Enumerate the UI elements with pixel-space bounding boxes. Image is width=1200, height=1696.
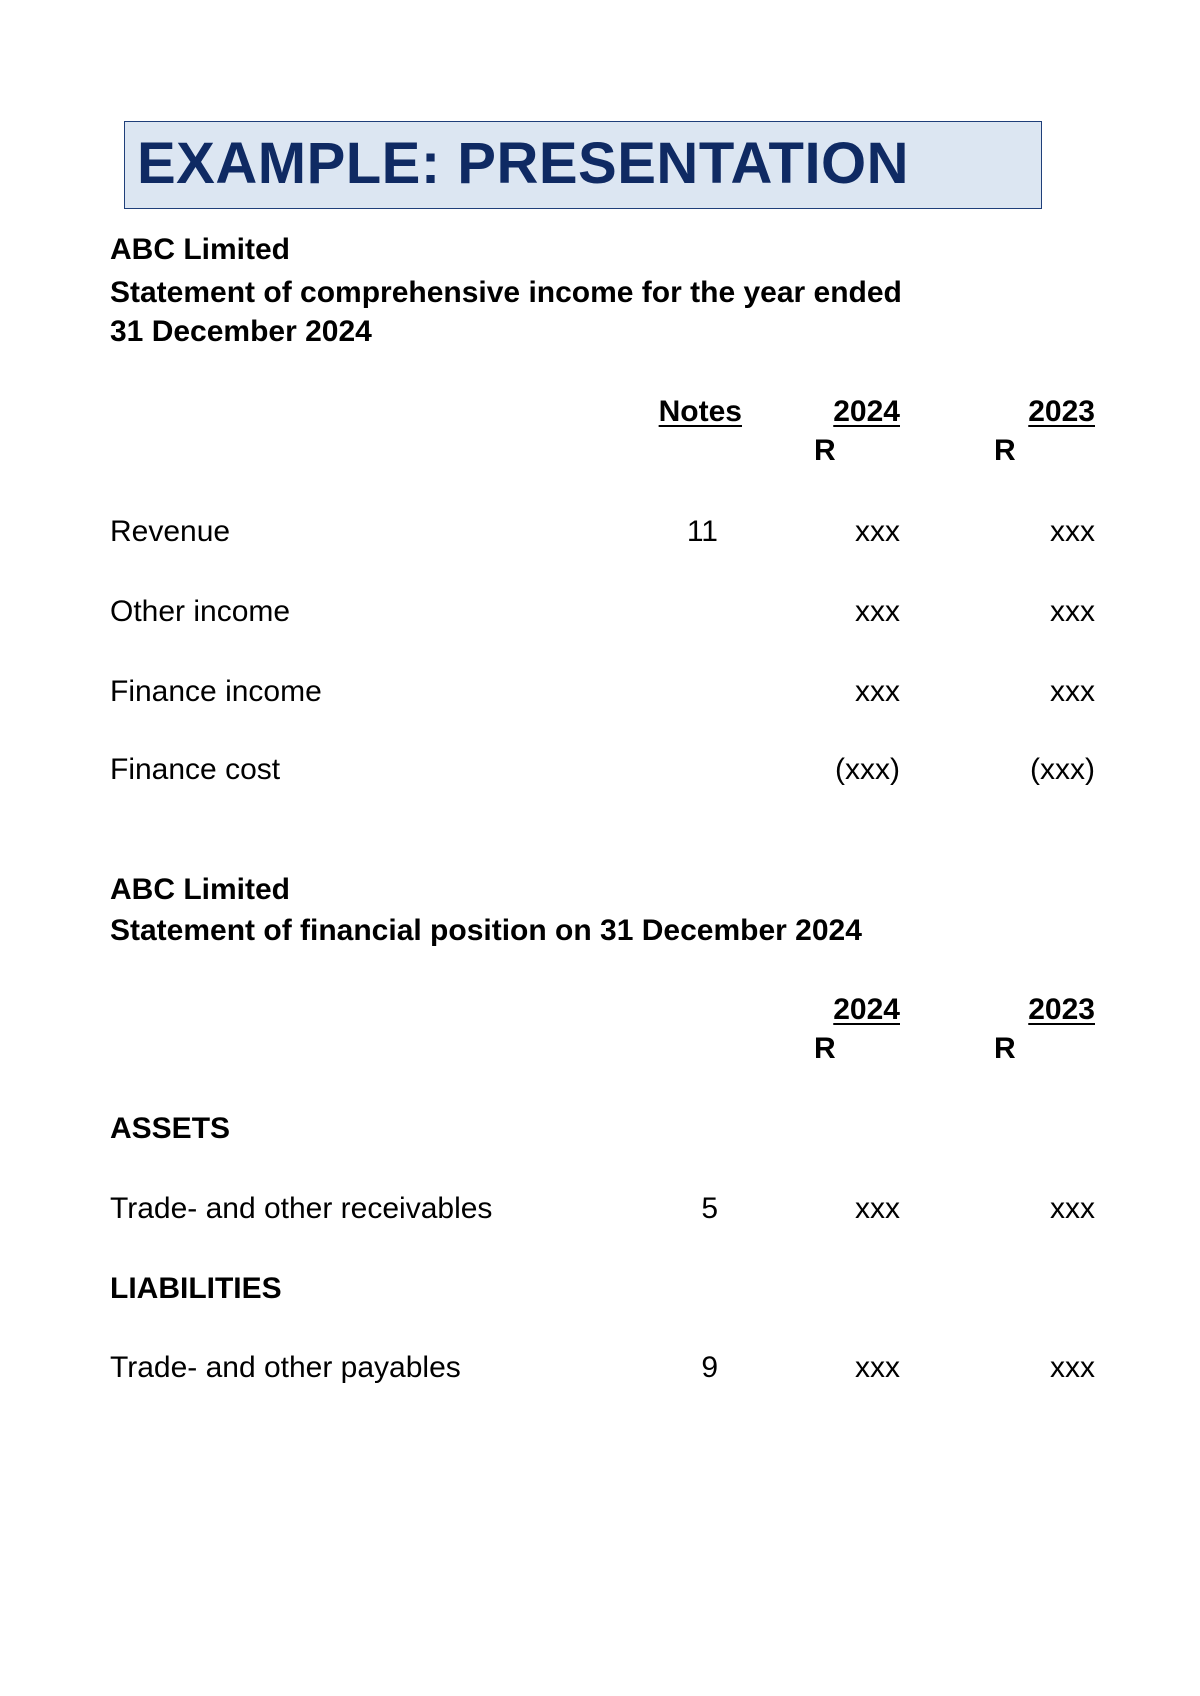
page-title: EXAMPLE: PRESENTATION	[137, 131, 910, 196]
row-value-2023: (xxx)	[1030, 753, 1095, 786]
row-value-2023: xxx	[1050, 1192, 1095, 1225]
title-banner	[124, 121, 1042, 209]
row-note: 11	[686, 515, 718, 548]
position-currency-2023: R	[994, 1032, 1016, 1065]
income-company-name: ABC Limited	[110, 233, 290, 266]
assets-heading: ASSETS	[110, 1112, 231, 1145]
row-label: Trade- and other receivables	[110, 1192, 493, 1225]
row-value-2023: xxx	[1050, 595, 1095, 628]
row-value-2023: xxx	[1050, 675, 1095, 708]
row-label: Finance income	[110, 675, 322, 708]
row-value-2024: xxx	[855, 1351, 900, 1384]
income-year-2024-header: 2024	[833, 395, 900, 428]
position-year-2023-header: 2023	[1028, 993, 1095, 1026]
row-note: 5	[701, 1192, 718, 1225]
row-value-2024: (xxx)	[835, 753, 900, 786]
notes-column-header: Notes	[658, 395, 742, 428]
position-currency-2024: R	[814, 1032, 836, 1065]
row-label: Other income	[110, 595, 291, 628]
position-company-name: ABC Limited	[110, 873, 290, 906]
liabilities-heading: LIABILITIES	[110, 1272, 282, 1305]
position-year-2024-header: 2024	[833, 993, 900, 1026]
row-note: 9	[701, 1351, 718, 1384]
row-value-2024: xxx	[855, 1192, 900, 1225]
income-currency-2023: R	[994, 434, 1016, 467]
row-label: Revenue	[110, 515, 231, 548]
row-value-2023: xxx	[1050, 1351, 1095, 1384]
row-value-2023: xxx	[1050, 515, 1095, 548]
income-year-2023-header: 2023	[1028, 395, 1095, 428]
row-label: Trade- and other payables	[110, 1351, 461, 1384]
position-statement-title: Statement of financial position on 31 December 2024	[110, 914, 862, 947]
row-label: Finance cost	[110, 753, 281, 786]
row-value-2024: xxx	[855, 595, 900, 628]
income-statement-title-line1: Statement of comprehensive income for the year ended	[110, 276, 902, 309]
income-statement-title-line2: 31 December 2024	[110, 315, 372, 348]
row-value-2024: xxx	[855, 675, 900, 708]
row-value-2024: xxx	[855, 515, 900, 548]
income-currency-2024: R	[814, 434, 836, 467]
